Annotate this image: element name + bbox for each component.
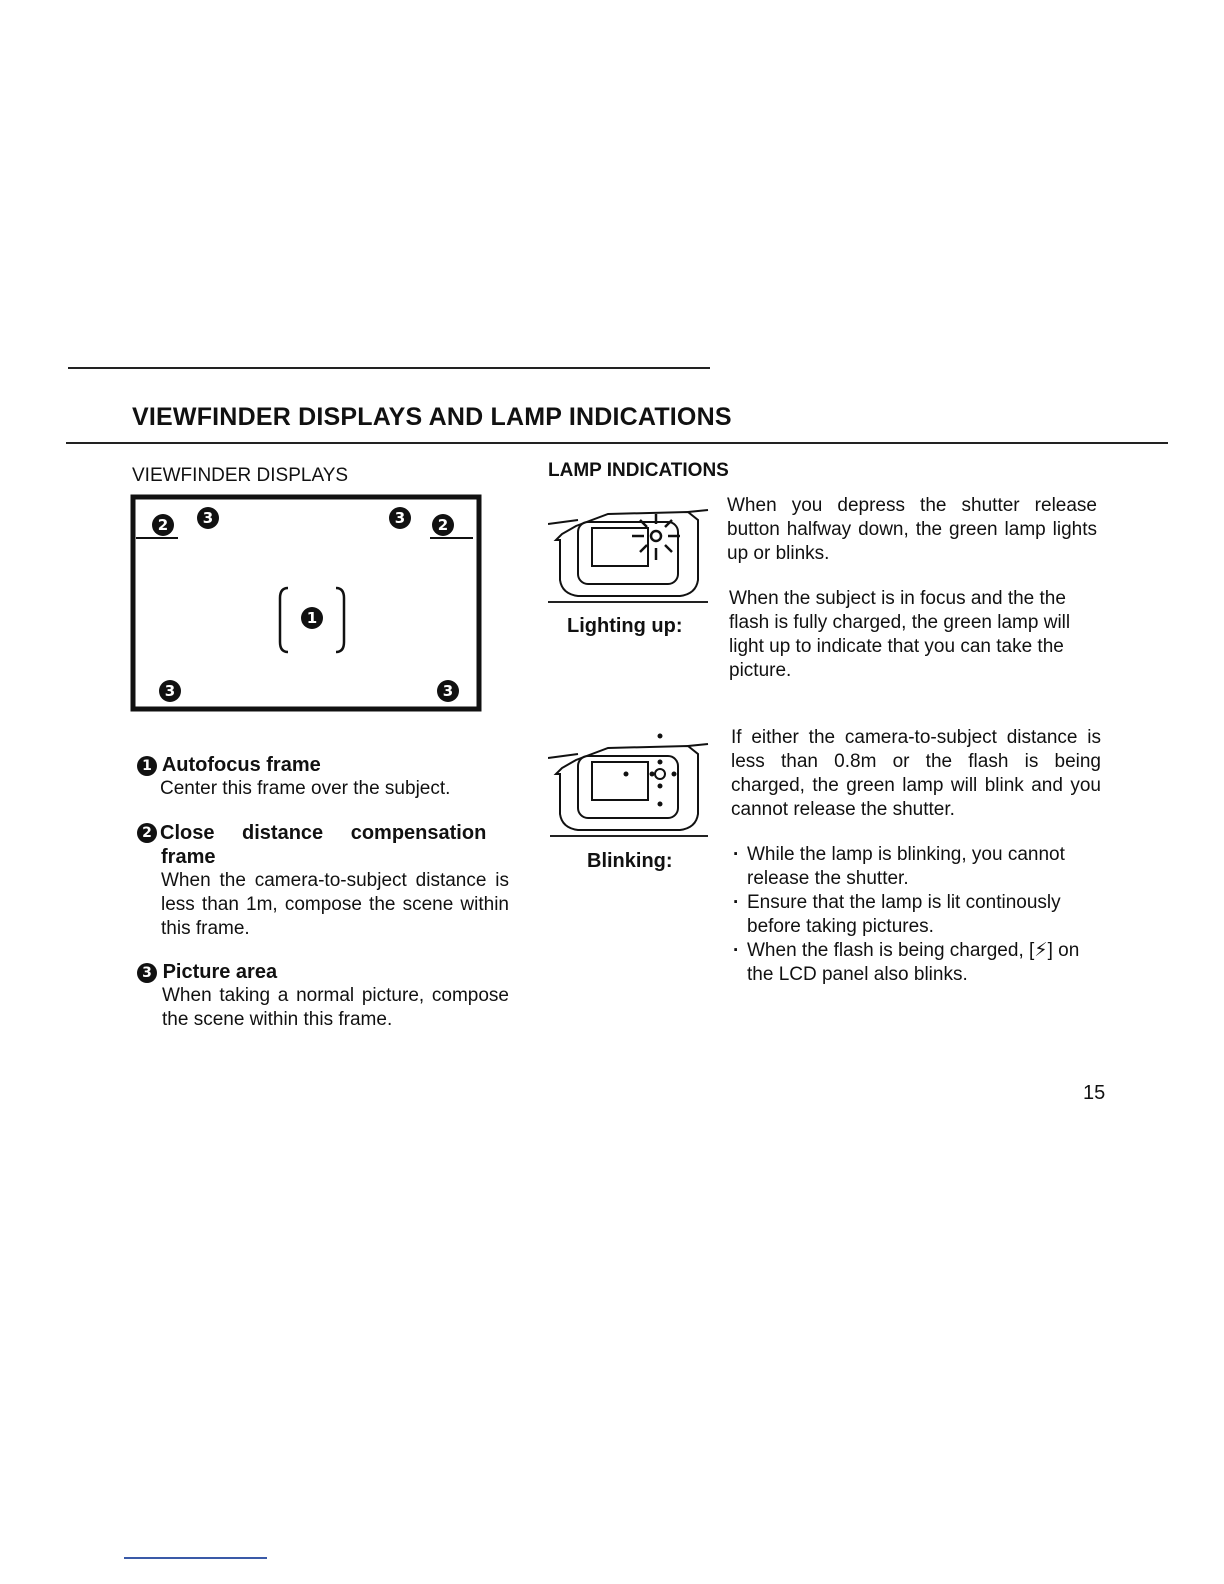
- number-badge: 2: [137, 823, 157, 843]
- lighting-intro: When you depress the shutter release button halfway down, the green lamp lights up or blinks.: [727, 495, 1097, 564]
- note-item: · Ensure that the lamp is lit continously before taking pictures.: [729, 891, 1105, 939]
- number-badge: 3: [137, 963, 157, 983]
- marker-3-bottom-right: [437, 680, 459, 702]
- item-desc: Center this frame over the subject.: [160, 778, 451, 799]
- note-item: · When the flash is being charged, [⚡] on the LCD panel also blinks.: [729, 939, 1105, 987]
- lighting-caption: Lighting up:: [567, 615, 683, 637]
- svg-text:2: 2: [157, 516, 169, 534]
- item-label-cont: frame: [161, 846, 216, 868]
- blinking-notes: [729, 843, 1105, 987]
- svg-text:2: 2: [437, 516, 449, 534]
- marker-2-right: [432, 514, 454, 536]
- lamp-lighting-illustration: [548, 496, 710, 604]
- blinking-caption: Blinking:: [587, 850, 673, 872]
- item-desc: When taking a normal picture, compose the scene within this frame.: [162, 985, 509, 1030]
- lamp-heading: LAMP INDICATIONS: [548, 460, 729, 481]
- page-title: VIEWFINDER DISPLAYS AND LAMP INDICATIONS: [132, 403, 732, 431]
- viewfinder-diagram: [130, 494, 486, 716]
- title-rule: [66, 442, 1168, 444]
- lamp-rays: [632, 514, 680, 560]
- marker-1-center: [301, 607, 323, 629]
- blink-dots: [624, 734, 677, 807]
- svg-text:3: 3: [442, 682, 454, 700]
- marker-3-top-right: [389, 507, 411, 529]
- blinking-caption-rule: [550, 835, 708, 837]
- item-label: Picture area: [162, 961, 278, 983]
- svg-text:3: 3: [164, 682, 176, 700]
- svg-text:3: 3: [394, 509, 406, 527]
- marker-3-bottom-left: [159, 680, 181, 702]
- marker-2-left: [152, 514, 174, 536]
- viewfinder-heading: VIEWFINDER DISPLAYS: [132, 465, 349, 486]
- number-badge: 1: [137, 756, 157, 776]
- svg-text:3: 3: [202, 509, 214, 527]
- marker-3-top-left: [197, 507, 219, 529]
- lamp-blinking-illustration: [548, 730, 710, 838]
- item-close-distance: [137, 821, 509, 941]
- note-item: · While the lamp is blinking, you cannot release the shutter.: [729, 843, 1105, 891]
- svg-text:1: 1: [306, 609, 318, 627]
- bottom-accent-rule: [124, 1557, 267, 1559]
- blinking-text: If either the camera-to-subject distance is less than 0.8m or the flash is being charged, the green lamp will blink and you cannot release the shutter.: [731, 727, 1101, 820]
- lighting-caption-rule: [548, 601, 708, 603]
- page-number: 15: [1083, 1082, 1106, 1104]
- item-desc: When the camera-to-subject distance is less than 1m, compose the scene within this frame.: [161, 870, 509, 939]
- item-picture-area: [137, 960, 509, 1032]
- item-label: Close distance compensation: [160, 822, 487, 844]
- lighting-text: When the subject is in focus and the the flash is fully charged, the green lamp will light up to indicate that you can take the picture.: [729, 588, 1071, 681]
- top-rule: [68, 367, 710, 369]
- item-autofocus: [137, 753, 517, 801]
- item-label: Autofocus frame: [161, 754, 321, 776]
